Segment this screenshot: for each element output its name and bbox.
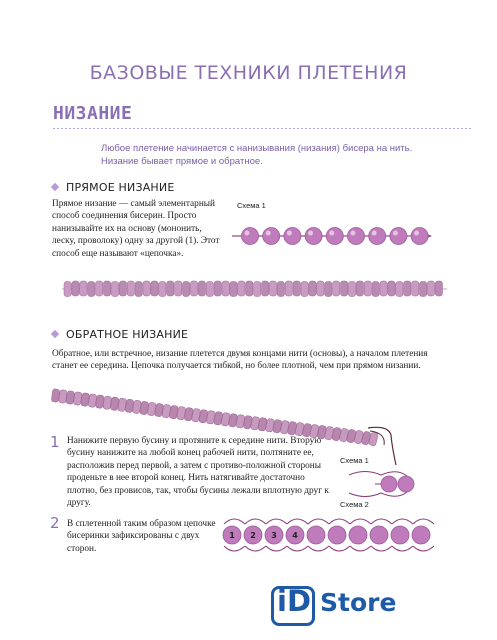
seed-bead xyxy=(420,282,427,297)
seed-bead xyxy=(317,281,324,296)
bead-highlight xyxy=(414,231,419,236)
direct-schema-diagram xyxy=(232,221,432,251)
bead-number-label: 3 xyxy=(271,531,277,540)
seed-bead xyxy=(427,281,434,296)
reverse-schema1-label: Схема 1 xyxy=(340,456,369,465)
reverse-body-text: Обратное, или встречное, низание плетется двумя концами нити (основы), а началом плетения станет ее середина. Цепочка получается тибкой, но более плотной, чем при прямом низании. xyxy=(52,349,428,372)
diamond-bullet-icon xyxy=(51,183,59,191)
seed-bead xyxy=(183,282,190,297)
thread-loop xyxy=(266,546,287,551)
seed-bead xyxy=(159,282,166,297)
page-title: БАЗОВЫЕ ТЕХНИКИ ПЛЕТЕНИЯ xyxy=(89,62,408,84)
seed-bead xyxy=(412,281,419,296)
seed-bead xyxy=(262,281,269,296)
bead-highlight xyxy=(393,231,398,236)
bead-icon xyxy=(411,228,428,245)
seed-bead xyxy=(206,282,213,297)
thread-loop xyxy=(392,546,413,551)
seed-bead xyxy=(64,282,71,297)
bead-icon xyxy=(348,228,365,245)
direct-body-text: Прямое низание — самый элементарный способ соединения бисерин. Просто нанизывайте их на основу (мононить, леску, проволоку) одну за другой (1). Этот способ еще называют «цепочка». xyxy=(52,199,220,259)
bead-icon xyxy=(284,228,301,245)
thread-loop xyxy=(245,519,266,524)
seed-bead xyxy=(301,282,308,297)
direct-bead-chain-photo xyxy=(62,278,447,300)
bead-number-label: 4 xyxy=(292,531,298,540)
seed-bead xyxy=(341,281,348,296)
bead-icon xyxy=(263,228,280,245)
seed-bead xyxy=(388,281,395,296)
thread-loop xyxy=(371,519,392,524)
seed-bead xyxy=(396,282,403,297)
seed-bead xyxy=(96,281,103,296)
thread-loop xyxy=(371,546,392,551)
seed-bead xyxy=(356,281,363,296)
seed-bead xyxy=(214,281,221,296)
thread-loop xyxy=(413,519,434,524)
thread-loop xyxy=(308,546,329,551)
idstore-logo xyxy=(271,584,401,628)
seed-bead xyxy=(254,282,261,297)
thread-loop xyxy=(245,546,266,551)
reverse-schema2-diagram xyxy=(218,511,433,561)
seed-bead xyxy=(364,281,371,296)
reverse-schema2-label: Схема 2 xyxy=(340,500,369,509)
reverse-stringing-heading xyxy=(52,328,188,341)
bead-highlight xyxy=(245,231,250,236)
seed-bead xyxy=(72,281,79,296)
seed-bead xyxy=(435,281,442,296)
seed-bead xyxy=(293,281,300,296)
seed-bead xyxy=(230,282,237,297)
seed-bead xyxy=(333,281,340,296)
bead-number-label: 2 xyxy=(250,531,256,540)
thread-loop xyxy=(329,546,350,551)
thread-loop xyxy=(287,546,308,551)
bead-icon xyxy=(391,526,409,544)
seed-bead xyxy=(309,281,316,296)
seed-bead xyxy=(104,281,111,296)
logo-store-text: Store xyxy=(320,588,397,617)
seed-bead xyxy=(277,282,284,297)
bead-icon xyxy=(390,228,407,245)
thread-loop xyxy=(329,519,350,524)
direct-schema-label: Схема 1 xyxy=(237,201,266,210)
seed-bead xyxy=(238,281,245,296)
seed-bead xyxy=(348,282,355,297)
thread-loop xyxy=(224,546,245,551)
direct-heading-label: ПРЯМОЕ НИЗАНИЕ xyxy=(66,181,175,194)
diamond-bullet-icon xyxy=(51,330,59,338)
bead-highlight xyxy=(308,231,313,236)
step-2-number: 2 xyxy=(50,514,60,532)
thread-loop xyxy=(266,519,287,524)
seed-bead xyxy=(372,282,379,297)
section-heading: НИЗАНИЕ xyxy=(53,103,133,124)
seed-bead xyxy=(111,282,118,297)
bead-highlight xyxy=(287,231,292,236)
thread-loop xyxy=(308,519,329,524)
bead-icon xyxy=(307,526,325,544)
bead-icon xyxy=(328,526,346,544)
bead-icon xyxy=(326,228,343,245)
bead-icon xyxy=(370,526,388,544)
seed-bead xyxy=(51,389,60,403)
seed-bead xyxy=(127,281,134,296)
direct-stringing-heading xyxy=(52,181,174,194)
intro-text: Любое плетение начинается с нанизывания (низания) бисера на нить. Низание бывает прямое и обратное. xyxy=(101,143,413,167)
logo-id-text: iD xyxy=(277,584,312,618)
seed-bead xyxy=(167,281,174,296)
thread-loop xyxy=(350,546,371,551)
seed-bead xyxy=(246,281,253,296)
seed-bead xyxy=(175,281,182,296)
seed-bead xyxy=(285,281,292,296)
thread-loop xyxy=(392,519,413,524)
seed-bead xyxy=(222,281,229,296)
bead-icon xyxy=(242,228,259,245)
seed-bead xyxy=(404,281,411,296)
seed-bead xyxy=(88,282,95,297)
seed-bead xyxy=(119,281,126,296)
seed-bead xyxy=(269,281,276,296)
step-2-text: В сплетенной таким образом цепочке бисеринки зафиксированы с двух сторон. xyxy=(67,519,216,554)
thread-loop xyxy=(287,519,308,524)
bead-highlight xyxy=(372,231,377,236)
seed-bead xyxy=(143,281,150,296)
seed-bead xyxy=(190,281,197,296)
step-1-number: 1 xyxy=(50,433,60,451)
bead-icon xyxy=(369,228,386,245)
bead-highlight xyxy=(351,231,356,236)
bead-icon xyxy=(412,526,430,544)
seed-bead xyxy=(80,281,87,296)
step-1-text: Нанижите первую бусину и протяните к середине нити. Вторую бусину нанижите на любой конец рабочей нити, полтяните ее, расположив перед первой, а затем с противо-положной стороны проденьте в нее второй конец. Нить натягивайте достаточно плотно, без провисов, так, чтобы бусины лежали вплотную друг к другу. xyxy=(67,436,329,509)
seed-bead xyxy=(135,282,142,297)
reverse-schema1-diagram xyxy=(335,466,415,502)
thread-loop xyxy=(350,519,371,524)
seed-bead xyxy=(380,281,387,296)
reverse-heading-label: ОБРАТНОЕ НИЗАНИЕ xyxy=(66,328,189,341)
bead-highlight xyxy=(266,231,271,236)
bead-icon xyxy=(349,526,367,544)
bead-number-label: 1 xyxy=(229,531,235,540)
bead-highlight xyxy=(329,231,334,236)
heading-divider xyxy=(53,128,473,129)
seed-bead xyxy=(151,281,158,296)
bead-icon xyxy=(305,228,322,245)
thread-loop xyxy=(224,519,245,524)
seed-bead xyxy=(198,281,205,296)
seed-bead xyxy=(325,282,332,297)
thread-loop xyxy=(413,546,434,551)
